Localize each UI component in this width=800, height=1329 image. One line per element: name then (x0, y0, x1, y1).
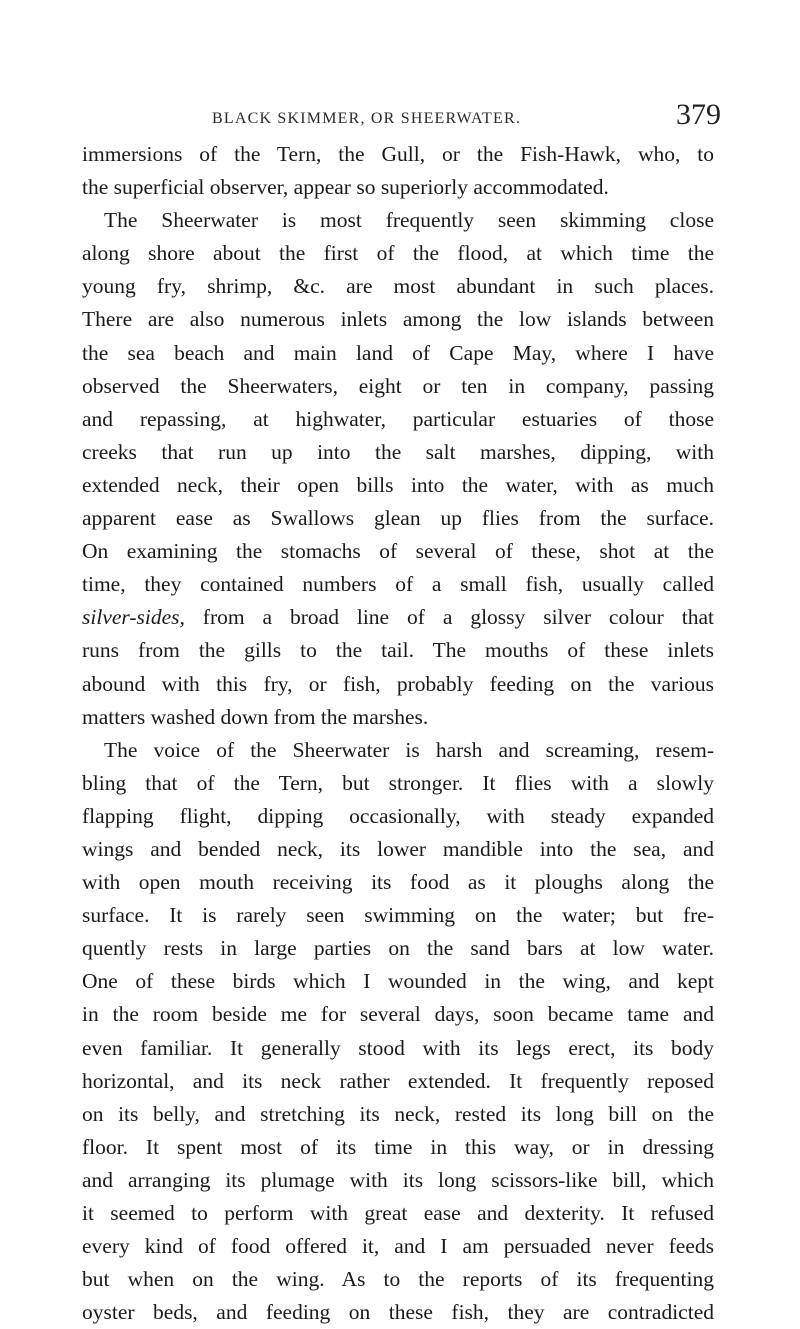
text-line: even familiar. It generally stood with its legs erect, its body (82, 1035, 714, 1060)
text-line: The voice of the Sheerwater is harsh and screaming, resem- (104, 737, 714, 762)
text-line: the sea beach and main land of Cape May, where I have (82, 340, 714, 365)
text-line: but when on the wing. As to the reports of its frequenting (82, 1267, 714, 1292)
italic-term: silver-sides, (82, 605, 185, 630)
text-line: it seemed to perform with great ease and dexterity. It refused (82, 1201, 714, 1225)
text-line: flapping flight, dipping occasionally, with steady expanded (82, 803, 714, 828)
text-line: quently rests in large parties on the sand bars at low water. (82, 936, 714, 961)
text-line: apparent ease as Swallows glean up flies from the surface. (82, 506, 714, 531)
text-line: runs from the gills to the tail. The mouths of these inlets (82, 638, 714, 663)
text-line: and repassing, at highwater, particular estuaries of those (82, 406, 714, 431)
text-line: extended neck, their open bills into the water, with as much (82, 472, 714, 497)
body-text (82, 138, 714, 1329)
text-line: time, they contained numbers of a small fish, usually called (82, 572, 714, 597)
page-number: 379 (676, 98, 721, 131)
text-line: One of these birds which I wounded in the wing, and kept (82, 969, 714, 994)
text-line: horizontal, and its neck rather extended. It frequently reposed (82, 1068, 714, 1093)
text-line-rest: from a broad line of a glossy silver colour that (184, 605, 714, 630)
text-line: There are also numerous inlets among the low islands between (82, 307, 714, 332)
text-line: wings and bended neck, its lower mandible into the sea, and (82, 836, 714, 861)
text-line: abound with this fry, or fish, probably feeding on the various (82, 671, 714, 696)
text-line: and arranging its plumage with its long scissors-like bill, which (82, 1167, 714, 1192)
text-line: observed the Sheerwaters, eight or ten in company, passing (82, 373, 714, 398)
text-line: with open mouth receiving its food as it ploughs along the (82, 870, 714, 895)
text-line: oyster beds, and feeding on these fish, they are contradicted (82, 1300, 714, 1325)
text-line: in the room beside me for several days, soon became tame and (82, 1002, 714, 1027)
text-line: floor. It spent most of its time in this way, or in dressing (82, 1134, 714, 1159)
text-line: On examining the stomachs of several of these, shot at the (82, 539, 714, 564)
text-line: bling that of the Tern, but stronger. It flies with a slowly (82, 770, 714, 795)
text-line: young fry, shrimp, &c. are most abundant in such places. (82, 274, 714, 299)
running-head (0, 92, 800, 132)
text-line: creeks that run up into the salt marshes, dipping, with (82, 439, 714, 464)
text-line: along shore about the first of the flood, at which time the (82, 241, 714, 266)
text-line: surface. It is rarely seen swimming on the water; but fre- (82, 903, 714, 928)
running-title: BLACK SKIMMER, OR SHEERWATER. (212, 110, 522, 127)
text-line: the superficial observer, appear so superiorly accommodated. (82, 175, 609, 200)
text-line (82, 601, 714, 634)
text-line: immersions of the Tern, the Gull, or the Fish-Hawk, who, to (82, 142, 714, 166)
text-line: matters washed down from the marshes. (82, 704, 429, 729)
text-line: every kind of food offered it, and I am persuaded never feeds (82, 1234, 714, 1259)
text-line: The Sheerwater is most frequently seen skimming close (104, 208, 714, 233)
text-line: on its belly, and stretching its neck, rested its long bill on the (82, 1101, 714, 1126)
